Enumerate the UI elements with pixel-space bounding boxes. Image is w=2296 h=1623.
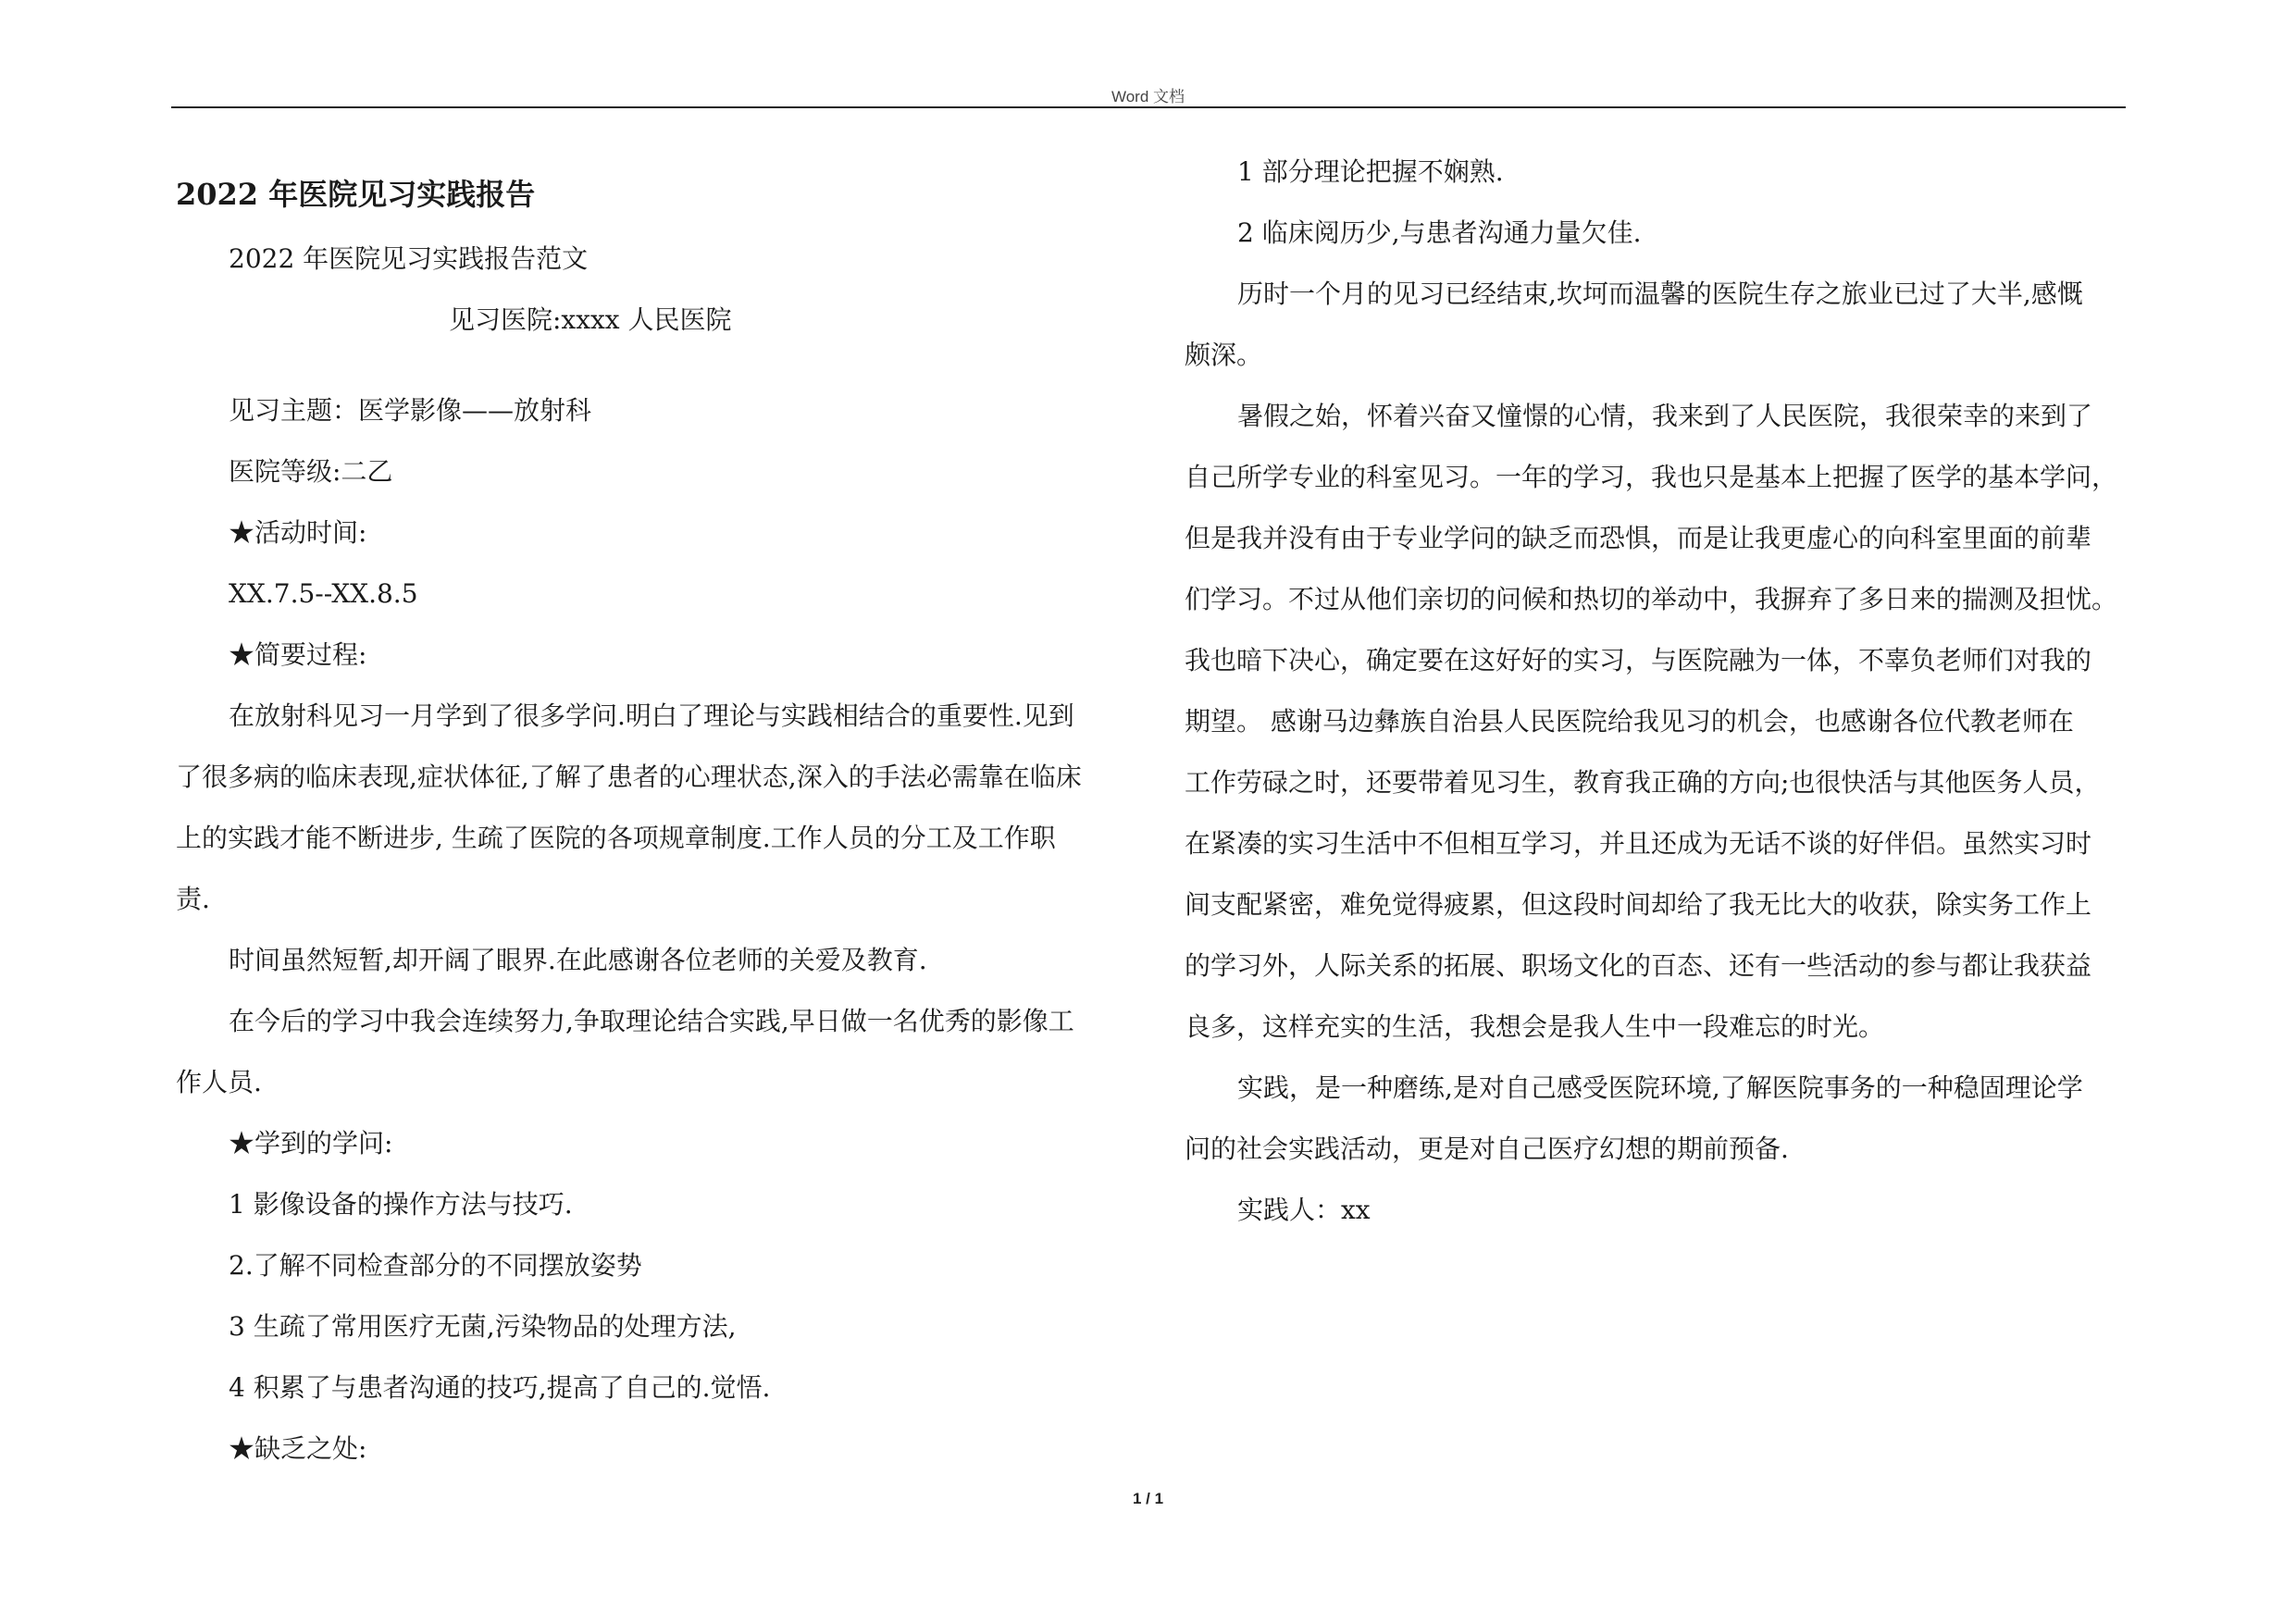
paragraph-line: 责. xyxy=(176,884,210,914)
signature-line: 实践人：xx xyxy=(1237,1195,1371,1225)
paragraph-line: 作人员. xyxy=(176,1067,262,1097)
paragraph-line: 良多，这样充实的生活，我想会是我人生中一段难忘的时光。 xyxy=(1185,1011,1885,1042)
header-divider xyxy=(171,106,2126,108)
document-title: 2022 年医院见习实践报告 xyxy=(176,177,536,212)
hospital-line: 见习医院:xxxx 人民医院 xyxy=(449,304,732,335)
paragraph-line: 我也暗下决心，确定要在这好好的实习，与医院融为一体，不辜负老师们对我的 xyxy=(1185,645,2092,675)
paragraph-line: 的学习外，人际关系的拓展、职场文化的百态、还有一些活动的参与都让我获益 xyxy=(1185,950,2092,981)
paragraph-line: 在今后的学习中我会连续努力,争取理论结合实践,早日做一名优秀的影像工 xyxy=(229,1006,1074,1036)
paragraph-line: 了很多病的临床表现,症状体征,了解了患者的心理状态,深入的手法必需靠在临床 xyxy=(176,762,1082,792)
shortcoming-label: ★缺乏之处: xyxy=(229,1433,367,1464)
document-subtitle: 2022 年医院见习实践报告范文 xyxy=(229,243,589,274)
list-item: 2.了解不同检查部分的不同摆放姿势 xyxy=(229,1250,642,1281)
page-number: 1 / 1 xyxy=(1132,1490,1164,1507)
paragraph-line: 暑假之始，怀着兴奋又憧憬的心情，我来到了人民医院，我很荣幸的来到了 xyxy=(1237,401,2093,431)
list-item: 4 积累了与患者沟通的技巧,提高了自己的.觉悟. xyxy=(229,1372,771,1403)
list-item: 1 影像设备的操作方法与技巧. xyxy=(229,1189,573,1220)
list-item: 2 临床阅历少,与患者沟通力量欠佳. xyxy=(1237,217,1642,248)
paragraph-line: 工作劳碌之时，还要带着见习生，教育我正确的方向;也很快活与其他医务人员， xyxy=(1185,767,2101,798)
paragraph-line: 在放射科见习一月学到了很多学问.明白了理论与实践相结合的重要性.见到 xyxy=(229,700,1074,731)
paragraph-line: 自己所学专业的科室见习。一年的学习，我也只是基本上把握了医学的基本学问， xyxy=(1185,462,2118,492)
paragraph-line: 时间虽然短暂,却开阔了眼界.在此感谢各位老师的关爱及教育. xyxy=(229,945,927,975)
header-label: Word 文档 xyxy=(1111,88,1185,105)
paragraph-line: 们学习。不过从他们亲切的问候和热切的举动中，我摒弃了多日来的揣测及担忧。 xyxy=(1185,584,2118,614)
paragraph-line: 实践，是一种磨练,是对自己感受医院环境,了解医院事务的一种稳固理论学 xyxy=(1237,1072,2083,1103)
paragraph-line: 期望。 感谢马边彝族自治县人民医院给我见习的机会，也感谢各位代教老师在 xyxy=(1185,706,2074,737)
paragraph-line: 但是我并没有由于专业学问的缺乏而恐惧，而是让我更虚心的向科室里面的前辈 xyxy=(1185,523,2092,553)
activity-time-label: ★活动时间: xyxy=(229,517,367,548)
learned-label: ★学到的学问: xyxy=(229,1128,393,1158)
theme-line: 见习主题：医学影像——放射科 xyxy=(229,395,592,426)
level-line: 医院等级:二乙 xyxy=(229,456,393,487)
paragraph-line: 上的实践才能不断进步, 生疏了医院的各项规章制度.工作人员的分工及工作职 xyxy=(176,823,1056,853)
activity-time-value: XX.7.5--XX.8.5 xyxy=(229,578,418,609)
paragraph-line: 间支配紧密，难免觉得疲累，但这段时间却给了我无比大的收获，除实务工作上 xyxy=(1185,889,2092,920)
list-item: 1 部分理论把握不娴熟. xyxy=(1237,156,1504,187)
paragraph-line: 问的社会实践活动，更是对自己医疗幻想的期前预备. xyxy=(1185,1134,1789,1164)
paragraph-line: 颇深。 xyxy=(1185,340,1263,370)
paragraph-line: 在紧凑的实习生活中不但相互学习，并且还成为无话不谈的好伴侣。虽然实习时 xyxy=(1185,828,2092,859)
list-item: 3 生疏了常用医疗无菌,污染物品的处理方法, xyxy=(229,1311,737,1342)
paragraph-line: 历时一个月的见习已经结束,坎坷而温馨的医院生存之旅业已过了大半,感慨 xyxy=(1237,279,2083,309)
process-label: ★简要过程: xyxy=(229,639,367,670)
